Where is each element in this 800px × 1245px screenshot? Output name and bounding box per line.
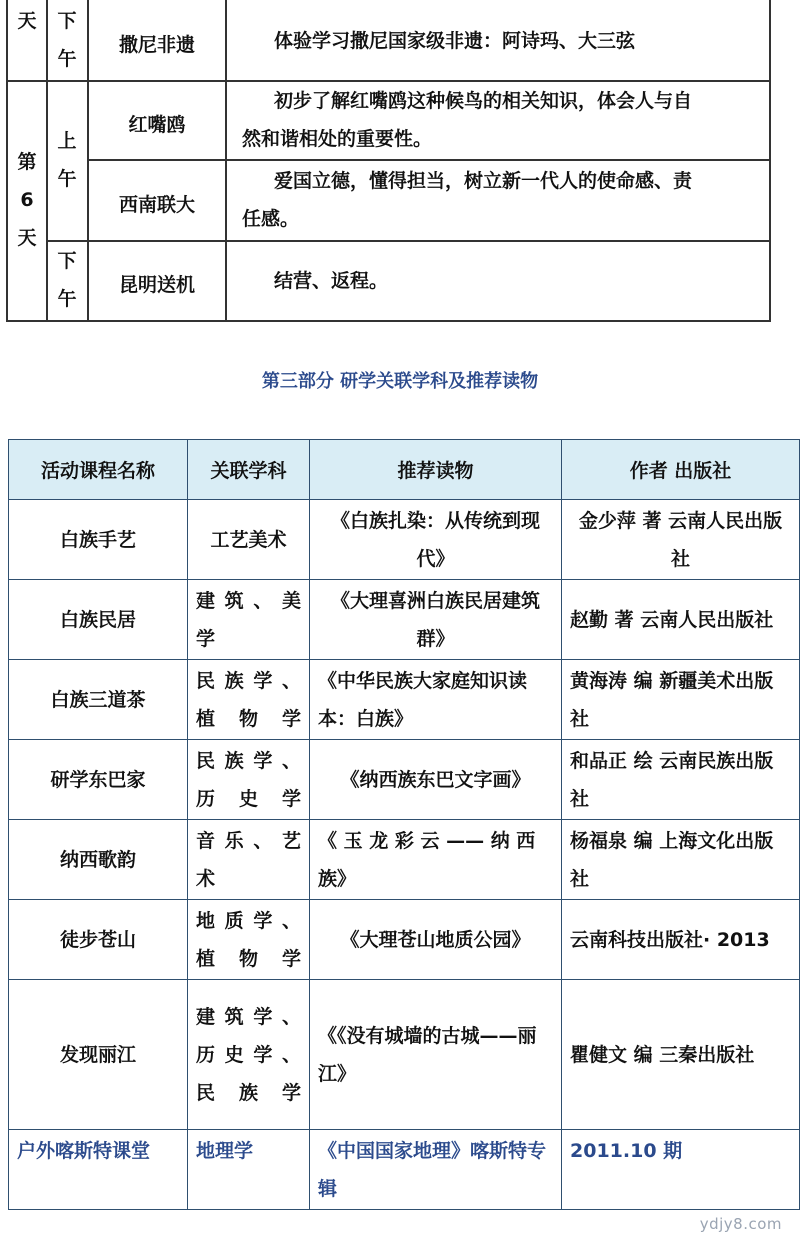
column-header: 作者 出版社	[562, 440, 800, 500]
column-header: 关联学科	[188, 440, 310, 500]
module-description: 然和谐相处的重要性。	[242, 128, 433, 150]
period-char: 午	[57, 288, 77, 310]
course-cell: 户外喀斯特课堂	[9, 1130, 188, 1210]
table-row	[9, 740, 800, 820]
course-cell: 白族三道茶	[9, 660, 188, 740]
table-row	[9, 820, 800, 900]
subject-cell: 建 筑 、 美 学	[188, 580, 310, 660]
author-cell: 和品正 绘 云南民族出版社	[562, 740, 800, 820]
column-header: 活动课程名称	[9, 440, 188, 500]
day-label-tail: 天	[17, 10, 37, 32]
module-name: 红嘴鸥	[128, 114, 186, 136]
course-cell: 白族手艺	[9, 500, 188, 580]
module-description: 结营、返程。	[274, 270, 389, 292]
course-cell: 纳西歌韵	[9, 820, 188, 900]
grid-line	[769, 0, 771, 322]
table-row	[9, 500, 800, 580]
book-cell: 《中华民族大家庭知识读本：白族》	[310, 660, 562, 740]
watermark-text: ydjy8.com	[699, 1215, 782, 1233]
book-cell: 《白族扎染：从传统到现代》	[310, 500, 562, 580]
table-row	[9, 1130, 800, 1210]
course-cell: 徒步苍山	[9, 900, 188, 980]
book-cell: 《大理苍山地质公园》	[310, 900, 562, 980]
table-header-row	[9, 440, 800, 500]
table-row	[9, 900, 800, 980]
module-description: 任感。	[242, 208, 300, 230]
subject-cell: 地理学	[188, 1130, 310, 1210]
day-label: 天	[17, 227, 37, 249]
schedule-table	[6, 0, 771, 322]
book-cell: 《《没有城墙的古城——丽江》	[310, 980, 562, 1130]
subject-cell: 地 质 学 、 植物学	[188, 900, 310, 980]
author-cell: 杨福泉 编 上海文化出版社	[562, 820, 800, 900]
table-row	[9, 580, 800, 660]
course-cell: 发现丽江	[9, 980, 188, 1130]
author-cell: 赵勤 著 云南人民出版社	[562, 580, 800, 660]
period-char: 下	[57, 10, 77, 32]
author-cell: 瞿健文 编 三秦出版社	[562, 980, 800, 1130]
period-char: 上	[57, 130, 77, 152]
column-header: 推荐读物	[310, 440, 562, 500]
grid-line	[6, 320, 771, 322]
day-label: 6	[20, 189, 34, 211]
table-row	[9, 660, 800, 740]
day-label: 第	[17, 151, 37, 173]
period-char: 下	[57, 250, 77, 272]
module-name: 昆明送机	[118, 274, 195, 296]
subject-cell: 音 乐 、 艺 术	[188, 820, 310, 900]
book-cell: 《大理喜洲白族民居建筑群》	[310, 580, 562, 660]
module-name: 西南联大	[118, 194, 195, 216]
subject-cell: 建 筑 学 、 历 史 学 、 民族学	[188, 980, 310, 1130]
subject-cell: 民 族 学 、 历史学	[188, 740, 310, 820]
period-char: 午	[57, 48, 77, 70]
module-description: 爱国立德，懂得担当，树立新一代人的使命感、责	[274, 170, 693, 192]
subject-cell: 民 族 学 、 植物学	[188, 660, 310, 740]
author-cell: 金少萍 著 云南人民出版社	[562, 500, 800, 580]
module-description: 初步了解红嘴鸥这种候鸟的相关知识，体会人与自	[274, 90, 693, 112]
period-char: 午	[57, 168, 77, 190]
module-name: 撒尼非遗	[118, 34, 195, 56]
subject-cell: 工艺美术	[188, 500, 310, 580]
grid-line	[46, 240, 771, 242]
book-cell: 《纳西族东巴文字画》	[310, 740, 562, 820]
author-cell: 2011.10 期	[562, 1130, 800, 1210]
section-title: 第三部分 研学关联学科及推荐读物	[261, 371, 539, 392]
book-cell: 《中国国家地理》喀斯特专辑	[310, 1130, 562, 1210]
table-row	[9, 980, 800, 1130]
course-cell: 研学东巴家	[9, 740, 188, 820]
author-cell: 云南科技出版社· 2013	[562, 900, 800, 980]
book-cell: 《 玉 龙 彩 云 —— 纳 西 族》	[310, 820, 562, 900]
reading-table	[8, 439, 800, 1210]
course-cell: 白族民居	[9, 580, 188, 660]
author-cell: 黄海涛 编 新疆美术出版社	[562, 660, 800, 740]
grid-line	[87, 159, 771, 161]
module-description: 体验学习撒尼国家级非遗：阿诗玛、大三弦	[274, 30, 636, 52]
